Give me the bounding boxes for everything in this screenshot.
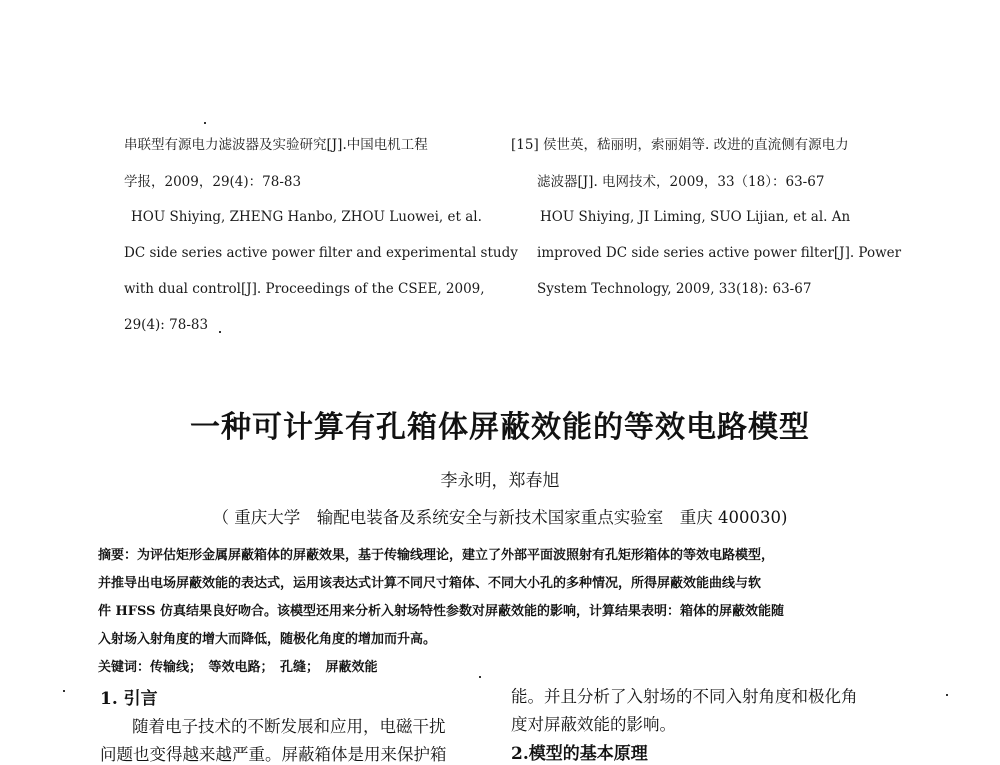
abstract-line-3: 件 HFSS 仿真结果良好吻合。该模型还用来分析入射场特性参数对屏蔽效能的影响，计算结果表明：箱体的屏蔽效能随 <box>98 604 785 619</box>
ref-right-line-4: improved DC side series active power filter[J]. Power <box>537 245 902 261</box>
scan-speck <box>219 331 221 333</box>
scan-speck <box>204 122 206 124</box>
ref-right-line-3: HOU Shiying, JI Liming, SUO Lijian, et al. An <box>540 209 851 225</box>
body-right-line-2: 度对屏蔽效能的影响。 <box>511 715 676 734</box>
ref-right-line-5: System Technology, 2009, 33(18): 63-67 <box>537 281 812 297</box>
body-right-line-1: 能。并且分析了入射场的不同入射角度和极化角 <box>511 687 858 706</box>
scan-speck <box>479 676 481 678</box>
ref-left-line-2: 学报，2009，29(4)：78-83 <box>124 174 302 190</box>
abstract-line-2: 并推导出电场屏蔽效能的表达式，运用该表达式计算不同尺寸箱体、不同大小孔的多种情况，所得屏蔽效能曲线与软 <box>98 576 762 591</box>
ref-right-line-1: [15] 侯世英，嵇丽明，索丽娟等. 改进的直流侧有源电力 <box>511 137 849 153</box>
keywords: 关键词：传输线； 等效电路； 孔缝； 屏蔽效能 <box>98 660 378 675</box>
paper-authors: 李永明，郑春旭 <box>440 471 560 491</box>
ref-right-line-2: 滤波器[J]. 电网技术，2009，33（18）：63-67 <box>537 174 825 190</box>
body-left-line-2: 问题也变得越来越严重。屏蔽箱体是用来保护箱 <box>100 745 447 764</box>
body-left-line-1: 随着电子技术的不断发展和应用，电磁干扰 <box>132 717 446 736</box>
paper-affiliation: （ 重庆大学 输配电装备及系统安全与新技术国家重点实验室 重庆 400030) <box>212 508 788 527</box>
section-1-heading: 1. 引言 <box>100 689 158 709</box>
section-2-heading: 2.模型的基本原理 <box>511 744 648 764</box>
ref-left-line-3: HOU Shiying, ZHENG Hanbo, ZHOU Luowei, et al. <box>131 209 482 225</box>
ref-left-line-6: 29(4): 78-83 <box>124 317 209 333</box>
ref-left-line-4: DC side series active power filter and experimental study <box>124 245 518 261</box>
ref-left-line-1: 串联型有源电力滤波器及实验研究[J].中国电机工程 <box>124 137 428 153</box>
scan-speck <box>63 690 65 692</box>
abstract-line-1: 摘要：为评估矩形金属屏蔽箱体的屏蔽效果，基于传输线理论，建立了外部平面波照射有孔矩形箱体的等效电路模型， <box>98 548 775 563</box>
ref-left-line-5: with dual control[J]. Proceedings of the CSEE, 2009, <box>124 281 485 297</box>
scan-speck <box>946 694 948 696</box>
abstract-line-4: 入射场入射角度的增大而降低，随极化角度的增加而升高。 <box>98 632 437 647</box>
paper-title: 一种可计算有孔箱体屏蔽效能的等效电路模型 <box>190 410 810 445</box>
